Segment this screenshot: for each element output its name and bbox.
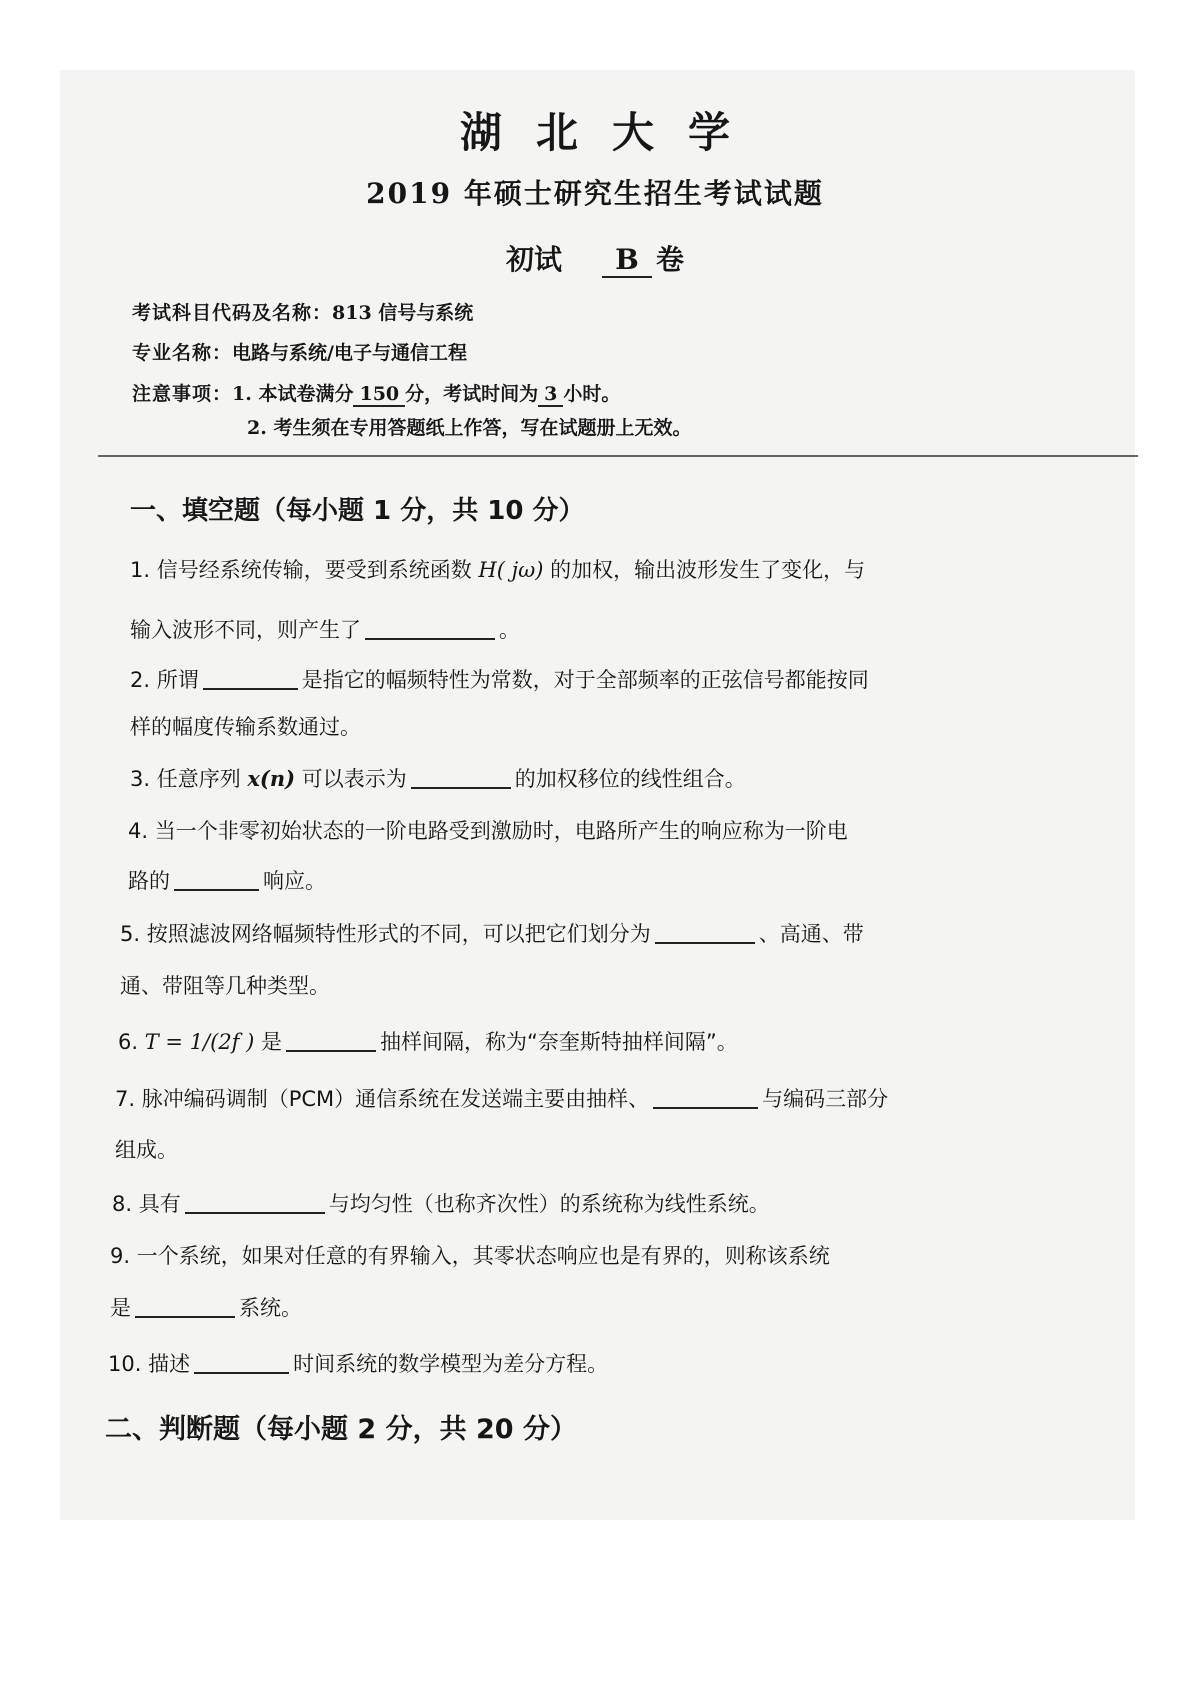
subject-label: 考试科目代码及名称：	[132, 302, 333, 324]
answer-blank-3	[411, 766, 511, 789]
major-label: 专业名称：	[132, 342, 233, 364]
q2-text-b: 是指它的幅频特性为常数，对于全部频率的正弦信号都能按同	[301, 668, 869, 692]
q3-text-a: 3. 任意序列	[130, 767, 241, 791]
q9-text-b: 系统。	[239, 1296, 302, 1320]
paper-letter: B	[602, 243, 652, 278]
question-1-line-1	[130, 554, 865, 584]
q10-text-a: 10. 描述	[108, 1352, 191, 1376]
major-value: 电路与系统/电子与通信工程	[232, 342, 467, 364]
notes-label: 注意事项：	[132, 383, 233, 405]
answer-blank-7	[653, 1086, 758, 1109]
q4-text-a: 路的	[128, 869, 170, 893]
question-2-line-1	[130, 664, 869, 694]
major-info	[132, 338, 467, 365]
section-judge-title: 二、判断题（每小题 2 分，共 20 分）	[105, 1414, 577, 1445]
question-6	[118, 1026, 738, 1056]
q3-text-c: 的加权移位的线性组合。	[514, 767, 746, 791]
q6-text-a: 6.	[118, 1030, 139, 1054]
question-7-line-2: 组成。	[115, 1138, 178, 1162]
subject-info	[132, 298, 473, 325]
note1-score: 150	[353, 383, 405, 407]
answer-blank-5	[655, 921, 755, 944]
q2-text-a: 2. 所谓	[130, 668, 199, 692]
question-5-line-1	[120, 918, 864, 948]
q10-text-b: 时间系统的数学模型为差分方程。	[293, 1352, 609, 1376]
q6-text-b: 是	[261, 1030, 283, 1054]
q1-text-c: 输入波形不同，则产生了	[130, 618, 361, 642]
question-9-line-1: 9. 一个系统，如果对任意的有界输入，其零状态响应也是有界的，则称该系统	[110, 1244, 830, 1268]
notes-line-2: 2. 考生须在专用答题纸上作答，写在试题册上无效。	[247, 417, 692, 439]
q7-text-a: 7. 脉冲编码调制（PCM）通信系统在发送端主要由抽样、	[115, 1087, 650, 1111]
answer-blank-6	[286, 1029, 376, 1052]
question-8	[112, 1188, 770, 1218]
answer-blank-4	[174, 868, 259, 891]
question-10	[108, 1348, 608, 1378]
q3-math: x(n)	[247, 766, 296, 791]
section-fill-title: 一、填空题（每小题 1 分，共 10 分）	[130, 496, 585, 526]
question-1-line-2	[130, 614, 520, 644]
exam-title: 2019 年硕士研究生招生考试试题	[366, 177, 824, 210]
q8-text-a: 8. 具有	[112, 1192, 181, 1216]
q5-text-a: 5. 按照滤波网络幅频特性形式的不同，可以把它们划分为	[120, 922, 651, 946]
q1-math: H( jω)	[478, 558, 544, 582]
answer-blank-1	[365, 617, 495, 640]
note1-hours: 3	[538, 383, 563, 407]
exam-round-line	[0, 238, 1190, 278]
question-2-line-2: 样的幅度传输系数通过。	[130, 715, 361, 739]
answer-blank-9	[135, 1295, 235, 1318]
q1-text-b: 的加权，输出波形发生了变化，与	[550, 558, 866, 582]
q1-text-a: 1. 信号经系统传输，要受到系统函数	[130, 558, 472, 582]
q1-text-d: 。	[499, 618, 520, 642]
q8-text-b: 与均匀性（也称齐次性）的系统称为线性系统。	[328, 1192, 770, 1216]
q4-text-b: 响应。	[263, 869, 326, 893]
header-divider	[98, 455, 1138, 457]
university-name: 湖北大学	[459, 108, 764, 157]
q5-text-b: 、高通、带	[758, 922, 864, 946]
note1-prefix: 1. 本试卷满分	[232, 383, 354, 405]
question-7-line-1	[115, 1083, 888, 1113]
paper-suffix: 卷	[656, 243, 685, 276]
question-4-line-1: 4. 当一个非零初始状态的一阶电路受到激励时，电路所产生的响应称为一阶电	[128, 819, 848, 843]
question-9-line-2	[110, 1292, 302, 1322]
q7-text-b: 与编码三部分	[762, 1087, 889, 1111]
question-4-line-2	[128, 865, 326, 895]
answer-blank-8	[185, 1191, 325, 1214]
note1-mid: 分，考试时间为	[405, 383, 539, 405]
answer-blank-2	[203, 667, 298, 690]
q6-text-c: 抽样间隔，称为“奈奎斯特抽样间隔”。	[380, 1030, 738, 1054]
notes-line-1	[132, 379, 620, 407]
q3-text-b: 可以表示为	[301, 767, 407, 791]
question-3	[130, 763, 746, 793]
subject-value: 813 信号与系统	[332, 302, 474, 324]
note1-suffix: 小时。	[563, 383, 621, 405]
exam-round: 初试	[505, 243, 562, 276]
q9-text-a: 是	[110, 1296, 131, 1320]
answer-blank-10	[194, 1351, 289, 1374]
question-5-line-2: 通、带阻等几种类型。	[120, 974, 330, 998]
q6-math: T = 1/(2f )	[144, 1030, 255, 1054]
